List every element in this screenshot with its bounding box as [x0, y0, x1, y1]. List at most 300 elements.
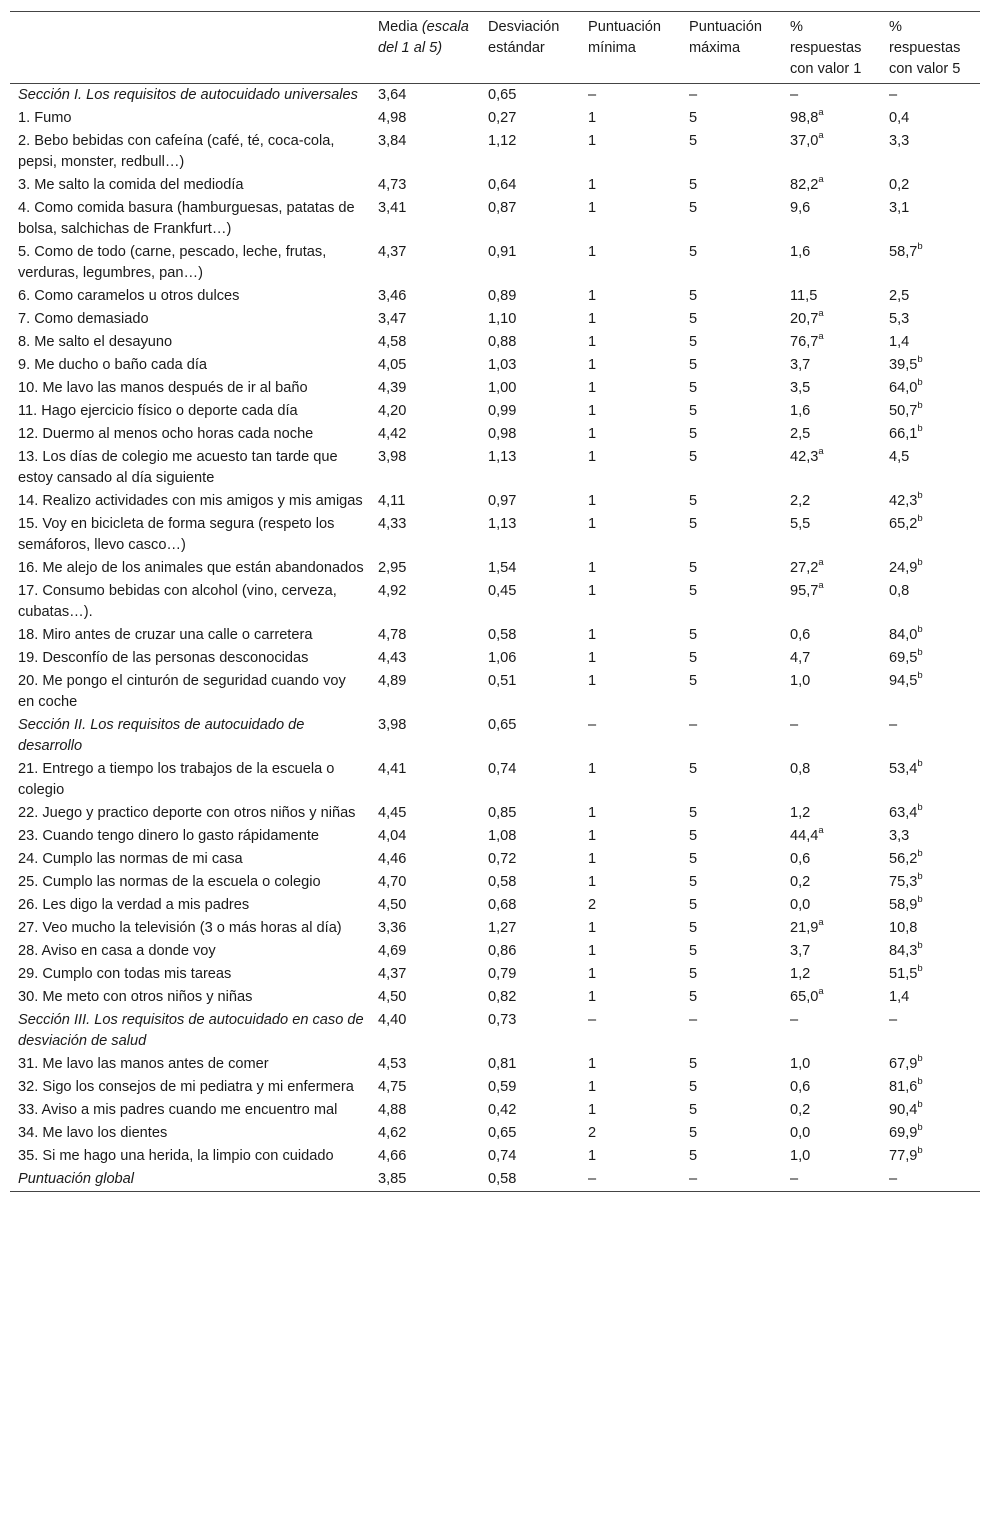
- cell-max-value: 5: [689, 516, 698, 532]
- table-row: [10, 1076, 980, 1099]
- cell-sd: [480, 848, 580, 871]
- cell-item: [10, 130, 370, 174]
- cell-sd: [480, 174, 580, 197]
- cell-sd-value: 0,81: [488, 1056, 517, 1072]
- cell-pct1-value: 0,2: [790, 1102, 811, 1118]
- cell-pct5-value: 4,5: [889, 449, 910, 465]
- cell-pct5: [881, 308, 980, 331]
- cell-pct5-value: 63,4: [889, 805, 918, 821]
- cell-mean: [370, 377, 480, 400]
- cell-max-value: –: [689, 717, 698, 733]
- cell-pct1-value: –: [790, 87, 799, 103]
- cell-max-value: 5: [689, 1079, 698, 1095]
- cell-min-value: 1: [588, 805, 597, 821]
- cell-pct5-value: 42,3: [889, 493, 918, 509]
- cell-pct5-value: 66,1: [889, 426, 918, 442]
- cell-sd-value: 0,73: [488, 1012, 517, 1028]
- cell-pct1-value: 21,9: [790, 920, 819, 936]
- footnote-marker: b: [917, 894, 923, 906]
- cell-item-value: 25. Cumplo las normas de la escuela o colegio: [18, 874, 321, 890]
- footnote-marker: a: [818, 331, 824, 343]
- cell-min-value: 1: [588, 966, 597, 982]
- cell-max-value: 5: [689, 200, 698, 216]
- cell-pct5: [881, 354, 980, 377]
- cell-pct5: [881, 557, 980, 580]
- cell-sd: [480, 400, 580, 423]
- cell-min: [580, 197, 681, 241]
- cell-item-value: 26. Les digo la verdad a mis padres: [18, 897, 250, 913]
- table-row: [10, 580, 980, 624]
- footnote-marker: b: [917, 940, 923, 952]
- table-header: [10, 12, 980, 84]
- cell-mean-value: 4,50: [378, 897, 407, 913]
- cell-mean: [370, 1099, 480, 1122]
- cell-item-value: 28. Aviso en casa a donde voy: [18, 943, 216, 959]
- cell-pct1: [782, 130, 881, 174]
- cell-sd: [480, 331, 580, 354]
- cell-min: [580, 871, 681, 894]
- cell-min: [580, 1076, 681, 1099]
- cell-mean: [370, 758, 480, 802]
- cell-pct5: [881, 377, 980, 400]
- cell-min-value: 1: [588, 851, 597, 867]
- cell-item: [10, 400, 370, 423]
- cell-pct1: [782, 825, 881, 848]
- header-pct5: % respuestas con valor 5: [889, 19, 961, 77]
- cell-max: [681, 490, 782, 513]
- footnote-marker: b: [917, 963, 923, 975]
- cell-pct5: [881, 1053, 980, 1076]
- table-row: [10, 377, 980, 400]
- cell-min: [580, 825, 681, 848]
- cell-mean-value: 3,85: [378, 1171, 407, 1187]
- cell-pct1: [782, 1099, 881, 1122]
- cell-min: [580, 241, 681, 285]
- cell-item: [10, 107, 370, 130]
- cell-sd-value: 0,65: [488, 1125, 517, 1141]
- cell-min-value: 1: [588, 426, 597, 442]
- cell-sd: [480, 1076, 580, 1099]
- cell-max-value: 5: [689, 966, 698, 982]
- cell-max-value: 5: [689, 560, 698, 576]
- cell-mean-value: 4,39: [378, 380, 407, 396]
- cell-item: [10, 871, 370, 894]
- cell-item: [10, 986, 370, 1009]
- cell-pct1-value: 0,6: [790, 851, 811, 867]
- cell-pct1-value: 76,7: [790, 334, 819, 350]
- table-row: [10, 917, 980, 940]
- cell-pct5-value: 3,3: [889, 133, 910, 149]
- cell-max-value: 5: [689, 897, 698, 913]
- cell-item-value: 23. Cuando tengo dinero lo gasto rápidamente: [18, 828, 320, 844]
- cell-min: [580, 400, 681, 423]
- cell-item: [10, 647, 370, 670]
- cell-max-value: 5: [689, 943, 698, 959]
- table-row: [10, 670, 980, 714]
- cell-pct5: [881, 285, 980, 308]
- cell-item-value: 16. Me alejo de los animales que están abandonados: [18, 560, 364, 576]
- cell-mean: [370, 174, 480, 197]
- cell-pct5: [881, 894, 980, 917]
- header-min: Puntuación mínima: [588, 19, 662, 56]
- cell-min-value: 1: [588, 516, 597, 532]
- cell-pct1-value: 0,6: [790, 1079, 811, 1095]
- cell-min-value: 1: [588, 449, 597, 465]
- cell-mean-value: 4,11: [378, 493, 406, 509]
- cell-pct5-value: 75,3: [889, 874, 918, 890]
- table-row: [10, 624, 980, 647]
- cell-mean: [370, 107, 480, 130]
- cell-item-value: 2. Bebo bebidas con cafeína (café, té, coca-cola, pepsi, monster, redbull…): [18, 133, 335, 170]
- cell-pct1: [782, 1122, 881, 1145]
- cell-min-value: 1: [588, 200, 597, 216]
- cell-pct1: [782, 1053, 881, 1076]
- cell-pct1: [782, 400, 881, 423]
- cell-sd: [480, 825, 580, 848]
- cell-mean-value: 4,89: [378, 673, 407, 689]
- cell-min: [580, 894, 681, 917]
- cell-min-value: 1: [588, 874, 597, 890]
- cell-pct1-value: 2,2: [790, 493, 811, 509]
- cell-mean: [370, 963, 480, 986]
- cell-min: [580, 377, 681, 400]
- cell-sd: [480, 871, 580, 894]
- cell-min-value: 1: [588, 493, 597, 509]
- cell-item-value: 21. Entrego a tiempo los trabajos de la escuela o colegio: [18, 761, 335, 798]
- cell-pct5: [881, 647, 980, 670]
- cell-pct5: [881, 130, 980, 174]
- table-row: [10, 423, 980, 446]
- cell-pct5: [881, 446, 980, 490]
- cell-item-value: 29. Cumplo con todas mis tareas: [18, 966, 232, 982]
- cell-item-value: 5. Como de todo (carne, pescado, leche, frutas, verduras, legumbres, pan…): [18, 244, 327, 281]
- cell-sd-value: 0,86: [488, 943, 517, 959]
- cell-mean-value: 3,47: [378, 311, 407, 327]
- cell-min: [580, 986, 681, 1009]
- cell-pct5-value: 53,4: [889, 761, 918, 777]
- cell-sd: [480, 1122, 580, 1145]
- cell-mean: [370, 513, 480, 557]
- cell-min: [580, 107, 681, 130]
- cell-pct5-value: 84,3: [889, 943, 918, 959]
- cell-min: [580, 285, 681, 308]
- cell-mean-value: 4,05: [378, 357, 407, 373]
- cell-max: [681, 917, 782, 940]
- cell-mean: [370, 1053, 480, 1076]
- cell-item: [10, 917, 370, 940]
- cell-pct5-value: 3,3: [889, 828, 910, 844]
- cell-mean-value: 4,88: [378, 1102, 407, 1118]
- cell-max: [681, 400, 782, 423]
- cell-sd: [480, 490, 580, 513]
- cell-pct1: [782, 940, 881, 963]
- cell-item-value: 24. Cumplo las normas de mi casa: [18, 851, 243, 867]
- cell-max-value: 5: [689, 133, 698, 149]
- cell-mean: [370, 624, 480, 647]
- cell-pct5-value: 2,5: [889, 288, 910, 304]
- cell-min: [580, 446, 681, 490]
- cell-min: [580, 580, 681, 624]
- cell-sd: [480, 670, 580, 714]
- cell-max-value: 5: [689, 177, 698, 193]
- cell-sd-value: 0,82: [488, 989, 517, 1005]
- cell-pct1: [782, 1076, 881, 1099]
- cell-pct5-value: 77,9: [889, 1148, 918, 1164]
- cell-max: [681, 557, 782, 580]
- cell-min: [580, 1053, 681, 1076]
- cell-item: [10, 670, 370, 714]
- footnote-marker: b: [917, 1145, 923, 1157]
- cell-pct1: [782, 714, 881, 758]
- footnote-marker: a: [818, 825, 824, 837]
- cell-min: [580, 1168, 681, 1192]
- cell-max: [681, 670, 782, 714]
- cell-mean-value: 3,84: [378, 133, 407, 149]
- table-row: [10, 986, 980, 1009]
- cell-item: [10, 714, 370, 758]
- cell-sd-value: 1,13: [488, 516, 517, 532]
- cell-max-value: 5: [689, 650, 698, 666]
- cell-pct5: [881, 802, 980, 825]
- cell-item: [10, 377, 370, 400]
- cell-max-value: 5: [689, 673, 698, 689]
- cell-mean-value: 3,98: [378, 449, 407, 465]
- table-row: [10, 647, 980, 670]
- header-mean-label: Media: [378, 19, 418, 35]
- cell-item-value: 12. Duermo al menos ocho horas cada noche: [18, 426, 314, 442]
- cell-pct5-value: 58,9: [889, 897, 918, 913]
- cell-min-value: 1: [588, 560, 597, 576]
- cell-item-value: 20. Me pongo el cinturón de seguridad cuando voy en coche: [18, 673, 346, 710]
- table-row: [10, 354, 980, 377]
- cell-mean-value: 4,69: [378, 943, 407, 959]
- cell-pct1: [782, 174, 881, 197]
- cell-max-value: –: [689, 1171, 698, 1187]
- cell-max: [681, 1099, 782, 1122]
- cell-pct1: [782, 802, 881, 825]
- cell-pct1: [782, 377, 881, 400]
- cell-mean-value: 4,66: [378, 1148, 407, 1164]
- cell-mean: [370, 871, 480, 894]
- cell-pct5: [881, 1145, 980, 1168]
- cell-sd: [480, 241, 580, 285]
- cell-min-value: –: [588, 1012, 597, 1028]
- footnote-marker: a: [818, 174, 824, 186]
- cell-sd-value: 1,13: [488, 449, 517, 465]
- cell-mean: [370, 894, 480, 917]
- cell-max-value: 5: [689, 426, 698, 442]
- cell-pct5: [881, 940, 980, 963]
- cell-item-value: 33. Aviso a mis padres cuando me encuentro mal: [18, 1102, 338, 1118]
- cell-max-value: 5: [689, 1102, 698, 1118]
- cell-item: [10, 963, 370, 986]
- footnote-marker: b: [917, 423, 923, 435]
- footnote-marker: b: [917, 1053, 923, 1065]
- cell-max: [681, 963, 782, 986]
- cell-mean: [370, 331, 480, 354]
- cell-pct5-value: 81,6: [889, 1079, 918, 1095]
- table-row: [10, 894, 980, 917]
- cell-mean-value: 4,70: [378, 874, 407, 890]
- cell-mean-value: 4,42: [378, 426, 407, 442]
- cell-pct5: [881, 331, 980, 354]
- cell-sd-value: 0,45: [488, 583, 517, 599]
- cell-max: [681, 1009, 782, 1053]
- cell-min-value: –: [588, 717, 597, 733]
- cell-mean: [370, 423, 480, 446]
- cell-sd-value: 0,91: [488, 244, 517, 260]
- cell-pct5: [881, 490, 980, 513]
- cell-item-value: 32. Sigo los consejos de mi pediatra y mi enfermera: [18, 1079, 354, 1095]
- cell-max: [681, 986, 782, 1009]
- cell-min-value: 1: [588, 1079, 597, 1095]
- cell-pct1-value: 0,0: [790, 897, 811, 913]
- cell-mean: [370, 848, 480, 871]
- cell-item-value: Sección I. Los requisitos de autocuidado universales: [18, 87, 358, 103]
- cell-min: [580, 490, 681, 513]
- global-score-row: [10, 1168, 980, 1192]
- cell-pct1-value: 5,5: [790, 516, 811, 532]
- cell-sd-value: 0,58: [488, 874, 517, 890]
- cell-pct5: [881, 513, 980, 557]
- cell-sd: [480, 917, 580, 940]
- cell-mean-value: 4,75: [378, 1079, 407, 1095]
- cell-pct1: [782, 894, 881, 917]
- table-row: [10, 513, 980, 557]
- cell-mean-value: 4,33: [378, 516, 407, 532]
- footnote-marker: b: [917, 241, 923, 253]
- cell-pct1-value: 0,2: [790, 874, 811, 890]
- cell-sd: [480, 580, 580, 624]
- cell-sd-value: 0,64: [488, 177, 517, 193]
- cell-min-value: 1: [588, 357, 597, 373]
- cell-max-value: 5: [689, 449, 698, 465]
- cell-item: [10, 446, 370, 490]
- cell-min: [580, 917, 681, 940]
- footnote-marker: b: [917, 802, 923, 814]
- cell-min-value: 1: [588, 1148, 597, 1164]
- footnote-marker: a: [818, 446, 824, 458]
- cell-max-value: 5: [689, 989, 698, 1005]
- cell-item: [10, 802, 370, 825]
- cell-pct5-value: 56,2: [889, 851, 918, 867]
- cell-pct5: [881, 241, 980, 285]
- cell-pct5-value: 3,1: [889, 200, 910, 216]
- cell-max-value: 5: [689, 357, 698, 373]
- cell-min: [580, 1099, 681, 1122]
- cell-max-value: 5: [689, 627, 698, 643]
- cell-item: [10, 197, 370, 241]
- cell-pct5: [881, 84, 980, 108]
- cell-pct5: [881, 423, 980, 446]
- cell-pct1-value: 3,7: [790, 943, 811, 959]
- cell-pct1: [782, 848, 881, 871]
- cell-pct1: [782, 580, 881, 624]
- cell-sd-value: 1,54: [488, 560, 517, 576]
- footnote-marker: b: [917, 624, 923, 636]
- cell-max-value: 5: [689, 828, 698, 844]
- table-row: [10, 1053, 980, 1076]
- header-mean: [370, 12, 480, 84]
- cell-min: [580, 1145, 681, 1168]
- footnote-marker: b: [917, 513, 923, 525]
- cell-min-value: 1: [588, 650, 597, 666]
- cell-max: [681, 940, 782, 963]
- cell-max-value: 5: [689, 110, 698, 126]
- cell-item: [10, 174, 370, 197]
- cell-pct5-value: 24,9: [889, 560, 918, 576]
- cell-mean-value: 4,45: [378, 805, 407, 821]
- cell-pct5: [881, 825, 980, 848]
- cell-pct1-value: 98,8: [790, 110, 819, 126]
- cell-item-value: 7. Como demasiado: [18, 311, 149, 327]
- cell-max: [681, 1122, 782, 1145]
- cell-max-value: 5: [689, 805, 698, 821]
- cell-pct1-value: 42,3: [790, 449, 819, 465]
- cell-mean: [370, 84, 480, 108]
- cell-max-value: 5: [689, 493, 698, 509]
- cell-min-value: 1: [588, 627, 597, 643]
- cell-item: [10, 825, 370, 848]
- cell-min: [580, 940, 681, 963]
- cell-min-value: 1: [588, 334, 597, 350]
- cell-pct5-value: 1,4: [889, 989, 910, 1005]
- table-row: [10, 107, 980, 130]
- cell-pct1-value: 1,0: [790, 673, 811, 689]
- cell-item-value: 1. Fumo: [18, 110, 72, 126]
- cell-max: [681, 107, 782, 130]
- cell-pct5-value: 84,0: [889, 627, 918, 643]
- cell-max: [681, 84, 782, 108]
- cell-sd: [480, 285, 580, 308]
- cell-pct1-value: 44,4: [790, 828, 819, 844]
- cell-sd: [480, 130, 580, 174]
- cell-pct5-value: –: [889, 717, 898, 733]
- cell-sd: [480, 354, 580, 377]
- cell-sd: [480, 308, 580, 331]
- table-row: [10, 197, 980, 241]
- footnote-marker: b: [917, 848, 923, 860]
- cell-mean-value: 4,73: [378, 177, 407, 193]
- cell-pct5: [881, 1099, 980, 1122]
- cell-pct5: [881, 197, 980, 241]
- cell-sd-value: 0,65: [488, 87, 517, 103]
- cell-pct1: [782, 647, 881, 670]
- cell-max-value: 5: [689, 851, 698, 867]
- footnote-marker: b: [917, 490, 923, 502]
- cell-sd: [480, 940, 580, 963]
- cell-min-value: –: [588, 1171, 597, 1187]
- footnote-marker: b: [917, 1122, 923, 1134]
- cell-mean-value: 3,46: [378, 288, 407, 304]
- cell-mean-value: 4,41: [378, 761, 407, 777]
- cell-min-value: 1: [588, 943, 597, 959]
- cell-max: [681, 446, 782, 490]
- cell-pct1-value: 3,5: [790, 380, 811, 396]
- cell-sd-value: 0,97: [488, 493, 517, 509]
- cell-pct5: [881, 1009, 980, 1053]
- cell-max: [681, 197, 782, 241]
- cell-item: [10, 331, 370, 354]
- cell-pct1-value: 1,2: [790, 805, 811, 821]
- footnote-marker: a: [818, 917, 824, 929]
- cell-item-value: 19. Desconfío de las personas desconocidas: [18, 650, 309, 666]
- cell-item-value: 11. Hago ejercicio físico o deporte cada día: [18, 403, 298, 419]
- cell-sd: [480, 1009, 580, 1053]
- cell-max: [681, 848, 782, 871]
- cell-item: [10, 241, 370, 285]
- cell-pct5: [881, 917, 980, 940]
